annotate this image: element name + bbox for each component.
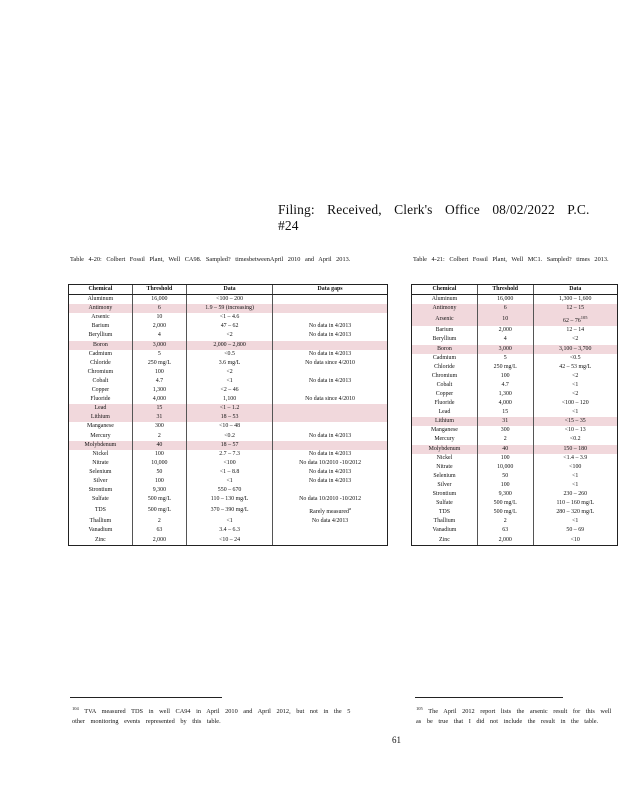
- cell-threshold: 4: [132, 331, 186, 340]
- table-row: [69, 386, 388, 395]
- cell-chemical: TDS: [94, 507, 106, 514]
- cell-data: <10: [533, 536, 617, 546]
- table-row: [412, 345, 618, 354]
- table-row: [412, 499, 618, 508]
- cell-chemical: Silver: [437, 481, 452, 488]
- cell-chemical: Mercury: [90, 432, 111, 439]
- table-row: [412, 326, 618, 335]
- cell-data: <1.4 – 3.9: [533, 454, 617, 463]
- cell-data: <0.5: [187, 350, 273, 359]
- cell-data: <100: [533, 463, 617, 472]
- table-row: [69, 517, 388, 526]
- cell-threshold: 4.7: [477, 381, 533, 390]
- cell-chemical: Sulfate: [92, 496, 109, 503]
- table-row: [69, 504, 388, 517]
- table-row: [69, 368, 388, 377]
- cell-threshold: 4,000: [477, 399, 533, 408]
- cell-threshold: 15: [132, 404, 186, 413]
- cell-data: <1 – 1.2: [187, 404, 273, 413]
- table-row: [412, 472, 618, 481]
- cell-data: 42 – 53 mg/L: [533, 363, 617, 372]
- cell-threshold: 300: [132, 422, 186, 431]
- cell-data-gap: No data in 4/2013: [273, 477, 388, 486]
- footnote-text: TVA measured TDS in well CA94 in April 2010 and April 2012, but not in the 5 other monitoring events represented by this table.: [72, 708, 351, 726]
- table-row: [412, 372, 618, 381]
- cell-chemical: Cadmium: [88, 350, 113, 357]
- table-row: [412, 481, 618, 490]
- cell-chemical: Nitrate: [436, 463, 453, 470]
- cell-data: <2 – 46: [187, 386, 273, 395]
- cell-data: 370 – 390 mg/L: [187, 504, 273, 517]
- cell-data: <1: [533, 481, 617, 490]
- footnote-ref: a: [348, 506, 351, 512]
- cell-threshold: 2,000: [477, 536, 533, 546]
- cell-data: <2: [533, 372, 617, 381]
- cell-data-gap: [273, 526, 388, 535]
- cell-chemical: Antimony: [69, 304, 133, 313]
- cell-threshold: 40: [477, 445, 533, 454]
- cell-data: 2,000 – 2,800: [187, 341, 273, 350]
- cell-chemical: Nickel: [436, 454, 453, 461]
- cell-threshold: 50: [132, 468, 186, 477]
- cell-data: <1: [533, 472, 617, 481]
- table-row: [412, 526, 618, 535]
- cell-threshold: 300: [477, 426, 533, 435]
- cell-threshold: 50: [477, 472, 533, 481]
- col-header-chemical: Chemical: [412, 285, 478, 295]
- col-header-data: Data: [533, 285, 617, 295]
- table-row: [69, 432, 388, 441]
- col-header-data: Data: [187, 285, 273, 295]
- cell-chemical: Vanadium: [88, 527, 113, 534]
- cell-chemical: Zinc: [412, 536, 478, 546]
- right-table-body: [412, 295, 618, 546]
- cell-threshold: 5: [477, 354, 533, 363]
- cell-data: <1 – 8.8: [187, 468, 273, 477]
- table-row: [412, 445, 618, 454]
- cell-threshold: 2,000: [132, 322, 186, 331]
- footnote-105: [416, 704, 616, 727]
- cell-data: <15 – 35: [533, 417, 617, 426]
- cell-data: 3,100 – 3,700: [533, 345, 617, 354]
- cell-data: <1: [533, 517, 617, 526]
- cell-threshold: 500 mg/L: [132, 495, 186, 504]
- cell-chemical: Molybdenum: [69, 441, 133, 450]
- cell-threshold: 10: [132, 313, 186, 322]
- table-row: [69, 304, 388, 313]
- cell-data-gap: [273, 304, 388, 313]
- cell-data-gap: [273, 386, 388, 395]
- cell-threshold: 4.7: [132, 377, 186, 386]
- cell-data: <0.2: [533, 435, 617, 444]
- cell-data: 1,300 – 1,600: [533, 295, 617, 305]
- cell-chemical: Mercury: [434, 436, 455, 443]
- cell-chemical: Lead: [69, 404, 133, 413]
- table-row: [412, 454, 618, 463]
- cell-data: <10 – 24: [187, 536, 273, 546]
- table-row: [412, 399, 618, 408]
- cell-data-gap: [273, 368, 388, 377]
- cell-data-gap: No data in 4/2013: [273, 450, 388, 459]
- cell-chemical: Zinc: [69, 536, 133, 546]
- cell-chemical: Strontium: [432, 491, 457, 498]
- table-row: [412, 435, 618, 444]
- cell-threshold: 100: [132, 477, 186, 486]
- cell-data-gap: No data 10/2010 -10/2012: [273, 495, 388, 504]
- footnote-104: [72, 704, 362, 727]
- cell-chemical: Barium: [91, 323, 110, 330]
- cell-data: 2.7 – 7.3: [187, 450, 273, 459]
- table-row: [69, 413, 388, 422]
- table-row: [69, 341, 388, 350]
- table-row: [69, 322, 388, 331]
- table-row: [412, 313, 618, 326]
- cell-chemical: Selenium: [433, 472, 456, 479]
- col-header-chemical: Chemical: [69, 285, 133, 295]
- cell-data: <1: [533, 408, 617, 417]
- right-table: [411, 284, 618, 546]
- cell-threshold: 2,000: [132, 536, 186, 546]
- cell-chemical: Aluminum: [431, 296, 458, 303]
- table-row: [69, 295, 388, 305]
- table-row: [412, 490, 618, 499]
- cell-chemical: Barium: [435, 327, 454, 334]
- cell-chemical: Cobalt: [436, 381, 453, 388]
- cell-data: <2: [187, 331, 273, 340]
- cell-chemical: Boron: [69, 341, 133, 350]
- table-row: [412, 417, 618, 426]
- cell-data-gap: [273, 413, 388, 422]
- cell-data-gap: No data in 4/2013: [273, 468, 388, 477]
- cell-chemical: Chloride: [90, 359, 111, 366]
- cell-data-gap: [273, 536, 388, 546]
- cell-data-gap: No data in 4/2013: [273, 350, 388, 359]
- cell-data: <1: [187, 477, 273, 486]
- cell-data-gap: No data in 4/2013: [273, 322, 388, 331]
- cell-chemical: Chromium: [87, 368, 114, 375]
- cell-data: 230 – 260: [533, 490, 617, 499]
- cell-data: <100 – 200: [187, 295, 273, 305]
- table-row: [412, 536, 618, 546]
- cell-data: 280 – 320 mg/L: [533, 508, 617, 517]
- cell-chemical: Cobalt: [92, 377, 109, 384]
- cell-data-gap: No data in 4/2013: [273, 331, 388, 340]
- cell-threshold: 250 mg/L: [132, 359, 186, 368]
- cell-data: 12 – 14: [533, 326, 617, 335]
- cell-threshold: 500 mg/L: [132, 504, 186, 517]
- cell-data: <1: [187, 377, 273, 386]
- cell-threshold: 16,000: [477, 295, 533, 305]
- cell-data: <1 – 4.6: [187, 313, 273, 322]
- cell-threshold: 100: [477, 372, 533, 381]
- col-header-threshold: Threshold: [477, 285, 533, 295]
- cell-chemical: Nickel: [92, 450, 109, 457]
- cell-chemical: Beryllium: [88, 332, 113, 339]
- table-row: [69, 377, 388, 386]
- cell-data: 150 – 180: [533, 445, 617, 454]
- table-row: [412, 335, 618, 344]
- cell-data-gap: [273, 341, 388, 350]
- table-row: [69, 422, 388, 431]
- cell-data: 50 – 69: [533, 526, 617, 535]
- table-row: [69, 459, 388, 468]
- cell-data-gap: [273, 486, 388, 495]
- cell-chemical: Arsenic: [91, 314, 110, 321]
- cell-data: <0.5: [533, 354, 617, 363]
- cell-threshold: 31: [477, 417, 533, 426]
- cell-chemical: Copper: [435, 391, 454, 397]
- table-row: [69, 350, 388, 359]
- cell-data-gap: [273, 404, 388, 413]
- table-row: [69, 486, 388, 495]
- footnote-rule-right: [415, 697, 563, 698]
- cell-threshold: 4,000: [132, 395, 186, 404]
- cell-chemical: Nitrate: [92, 459, 109, 466]
- cell-chemical: Arsenic: [412, 313, 478, 326]
- table-row: [412, 508, 618, 517]
- cell-chemical: Cadmium: [432, 354, 457, 361]
- cell-data-gap: No data since 4/2010: [273, 395, 388, 404]
- left-table-body: [69, 295, 388, 546]
- table-row: [412, 381, 618, 390]
- cell-chemical: Lithium: [412, 417, 478, 426]
- cell-chemical: Thallium: [433, 518, 456, 525]
- cell-threshold: 9,300: [477, 490, 533, 499]
- table-row: [69, 526, 388, 535]
- cell-data: 3.4 – 6.3: [187, 526, 273, 535]
- table-row: [69, 495, 388, 504]
- cell-data-gap: [273, 441, 388, 450]
- col-header-threshold: Threshold: [132, 285, 186, 295]
- table-row: [412, 390, 618, 399]
- right-table-caption: Table 4-21: Colbert Fossil Plant, Well MC1. Sampled? times 2013.: [413, 256, 609, 263]
- cell-chemical: Boron: [412, 345, 478, 354]
- cell-data: <100 – 120: [533, 399, 617, 408]
- cell-threshold: 1,300: [132, 386, 186, 395]
- cell-data: 1.9 – 59 (increasing): [187, 304, 273, 313]
- table-row: [412, 408, 618, 417]
- cell-chemical: Selenium: [89, 468, 112, 475]
- cell-threshold: 40: [132, 441, 186, 450]
- cell-chemical: Fluoride: [90, 396, 111, 403]
- table-row: [69, 441, 388, 450]
- cell-threshold: 6: [477, 304, 533, 313]
- footnote-number: 104: [72, 706, 79, 711]
- cell-threshold: 2: [477, 435, 533, 444]
- cell-threshold: 2: [132, 432, 186, 441]
- cell-chemical: Antimony: [412, 304, 478, 313]
- left-table-caption: Table 4-20: Colbert Fossil Plant, Well CA98. Sampled? timesbetweenApril 2010 and April 2013.: [70, 256, 351, 263]
- filing-stamp: Filing: Received, Clerk's Office 08/02/2022 P.C. #24: [278, 202, 590, 233]
- cell-threshold: 2,000: [477, 326, 533, 335]
- table-row: [412, 354, 618, 363]
- cell-chemical: Lead: [438, 409, 451, 416]
- cell-threshold: 63: [477, 526, 533, 535]
- cell-data-gap: [273, 295, 388, 305]
- cell-data: <2: [187, 368, 273, 377]
- page-number: 61: [392, 735, 401, 745]
- cell-threshold: 10,000: [477, 463, 533, 472]
- cell-data-gap: No data 4/2013: [273, 517, 388, 526]
- cell-chemical: Copper: [91, 387, 110, 394]
- cell-data: 18 – 53: [187, 413, 273, 422]
- cell-chemical: Aluminum: [87, 296, 114, 303]
- cell-data-gap: No data since 4/2010: [273, 359, 388, 368]
- cell-chemical: Thallium: [89, 518, 112, 525]
- table-row: [69, 313, 388, 322]
- cell-threshold: 3,000: [477, 345, 533, 354]
- footnote-text: The April 2012 report lists the arsenic result for this well as be true that I did not include the result in the table.: [416, 708, 612, 726]
- cell-threshold: 2: [132, 517, 186, 526]
- cell-chemical: Chromium: [431, 372, 458, 379]
- cell-data: 550 – 670: [187, 486, 273, 495]
- cell-threshold: 2: [477, 517, 533, 526]
- cell-threshold: 3,000: [132, 341, 186, 350]
- cell-threshold: 10,000: [132, 459, 186, 468]
- cell-data: <1: [533, 381, 617, 390]
- cell-chemical: Vanadium: [432, 527, 457, 534]
- table-row: [412, 363, 618, 372]
- cell-chemical: Strontium: [88, 487, 113, 494]
- cell-threshold: 250 mg/L: [477, 363, 533, 372]
- cell-data: 110 – 130 mg/L: [187, 495, 273, 504]
- cell-threshold: 6: [132, 304, 186, 313]
- footnote-number: 105: [416, 706, 423, 711]
- cell-threshold: 100: [132, 450, 186, 459]
- cell-threshold: 10: [477, 313, 533, 326]
- cell-data: <100: [187, 459, 273, 468]
- cell-threshold: 15: [477, 408, 533, 417]
- table-row: [412, 463, 618, 472]
- cell-chemical: Manganese: [86, 423, 114, 430]
- col-header-data-gaps: Data gaps: [273, 285, 388, 295]
- table-row: [412, 295, 618, 305]
- footnote-rule-left: [70, 697, 222, 698]
- cell-threshold: 100: [477, 481, 533, 490]
- table-row: [69, 404, 388, 413]
- cell-data: 110 – 160 mg/L: [533, 499, 617, 508]
- cell-data-gap: No data in 4/2013: [273, 432, 388, 441]
- cell-data-gap: No data 10/2010 -10/2012: [273, 459, 388, 468]
- cell-data-gap: [273, 422, 388, 431]
- cell-chemical: Manganese: [431, 427, 458, 434]
- cell-threshold: 9,300: [132, 486, 186, 495]
- cell-data: 3.6 mg/L: [187, 359, 273, 368]
- cell-chemical: Chloride: [434, 363, 455, 370]
- cell-threshold: 5: [132, 350, 186, 359]
- cell-threshold: 100: [132, 368, 186, 377]
- cell-threshold: 63: [132, 526, 186, 535]
- cell-chemical: Beryllium: [432, 336, 457, 343]
- cell-data: <0.2: [187, 432, 273, 441]
- cell-data: 12 – 15: [533, 304, 617, 313]
- table-row: [69, 477, 388, 486]
- cell-threshold: 31: [132, 413, 186, 422]
- table-row: [69, 450, 388, 459]
- cell-data: <10 – 48: [187, 422, 273, 431]
- cell-chemical: Silver: [93, 477, 108, 484]
- cell-threshold: 500 mg/L: [477, 499, 533, 508]
- cell-threshold: 4: [477, 335, 533, 344]
- cell-data: 47 – 62: [187, 322, 273, 331]
- cell-threshold: 500 mg/L: [477, 508, 533, 517]
- table-row: [69, 536, 388, 546]
- cell-threshold: 100: [477, 454, 533, 463]
- table-row: [412, 304, 618, 313]
- table-row: [412, 517, 618, 526]
- cell-data: 18 – 57: [187, 441, 273, 450]
- footnote-ref: 105: [580, 315, 588, 321]
- cell-data: 62 – 76$^{105}$: [533, 313, 617, 326]
- cell-data-gap: Rarely measured$^a$: [273, 504, 388, 517]
- table-row: [69, 331, 388, 340]
- cell-threshold: 1,300: [477, 390, 533, 399]
- cell-chemical: Fluoride: [434, 400, 455, 407]
- cell-data-gap: No data in 4/2013: [273, 377, 388, 386]
- cell-chemical: Lithium: [69, 413, 133, 422]
- cell-data: <2: [533, 335, 617, 344]
- cell-chemical: Molybdenum: [412, 445, 478, 454]
- cell-chemical: Sulfate: [436, 500, 453, 507]
- table-row: [412, 426, 618, 435]
- table-row: [69, 468, 388, 477]
- cell-data-gap: [273, 313, 388, 322]
- table-row: [69, 395, 388, 404]
- cell-data: 1,100: [187, 395, 273, 404]
- cell-data: <2: [533, 390, 617, 399]
- cell-data: <1: [187, 517, 273, 526]
- cell-data: <10 – 13: [533, 426, 617, 435]
- left-table: [68, 284, 388, 546]
- table-row: [69, 359, 388, 368]
- cell-chemical: TDS: [438, 509, 451, 516]
- cell-threshold: 16,000: [132, 295, 186, 305]
